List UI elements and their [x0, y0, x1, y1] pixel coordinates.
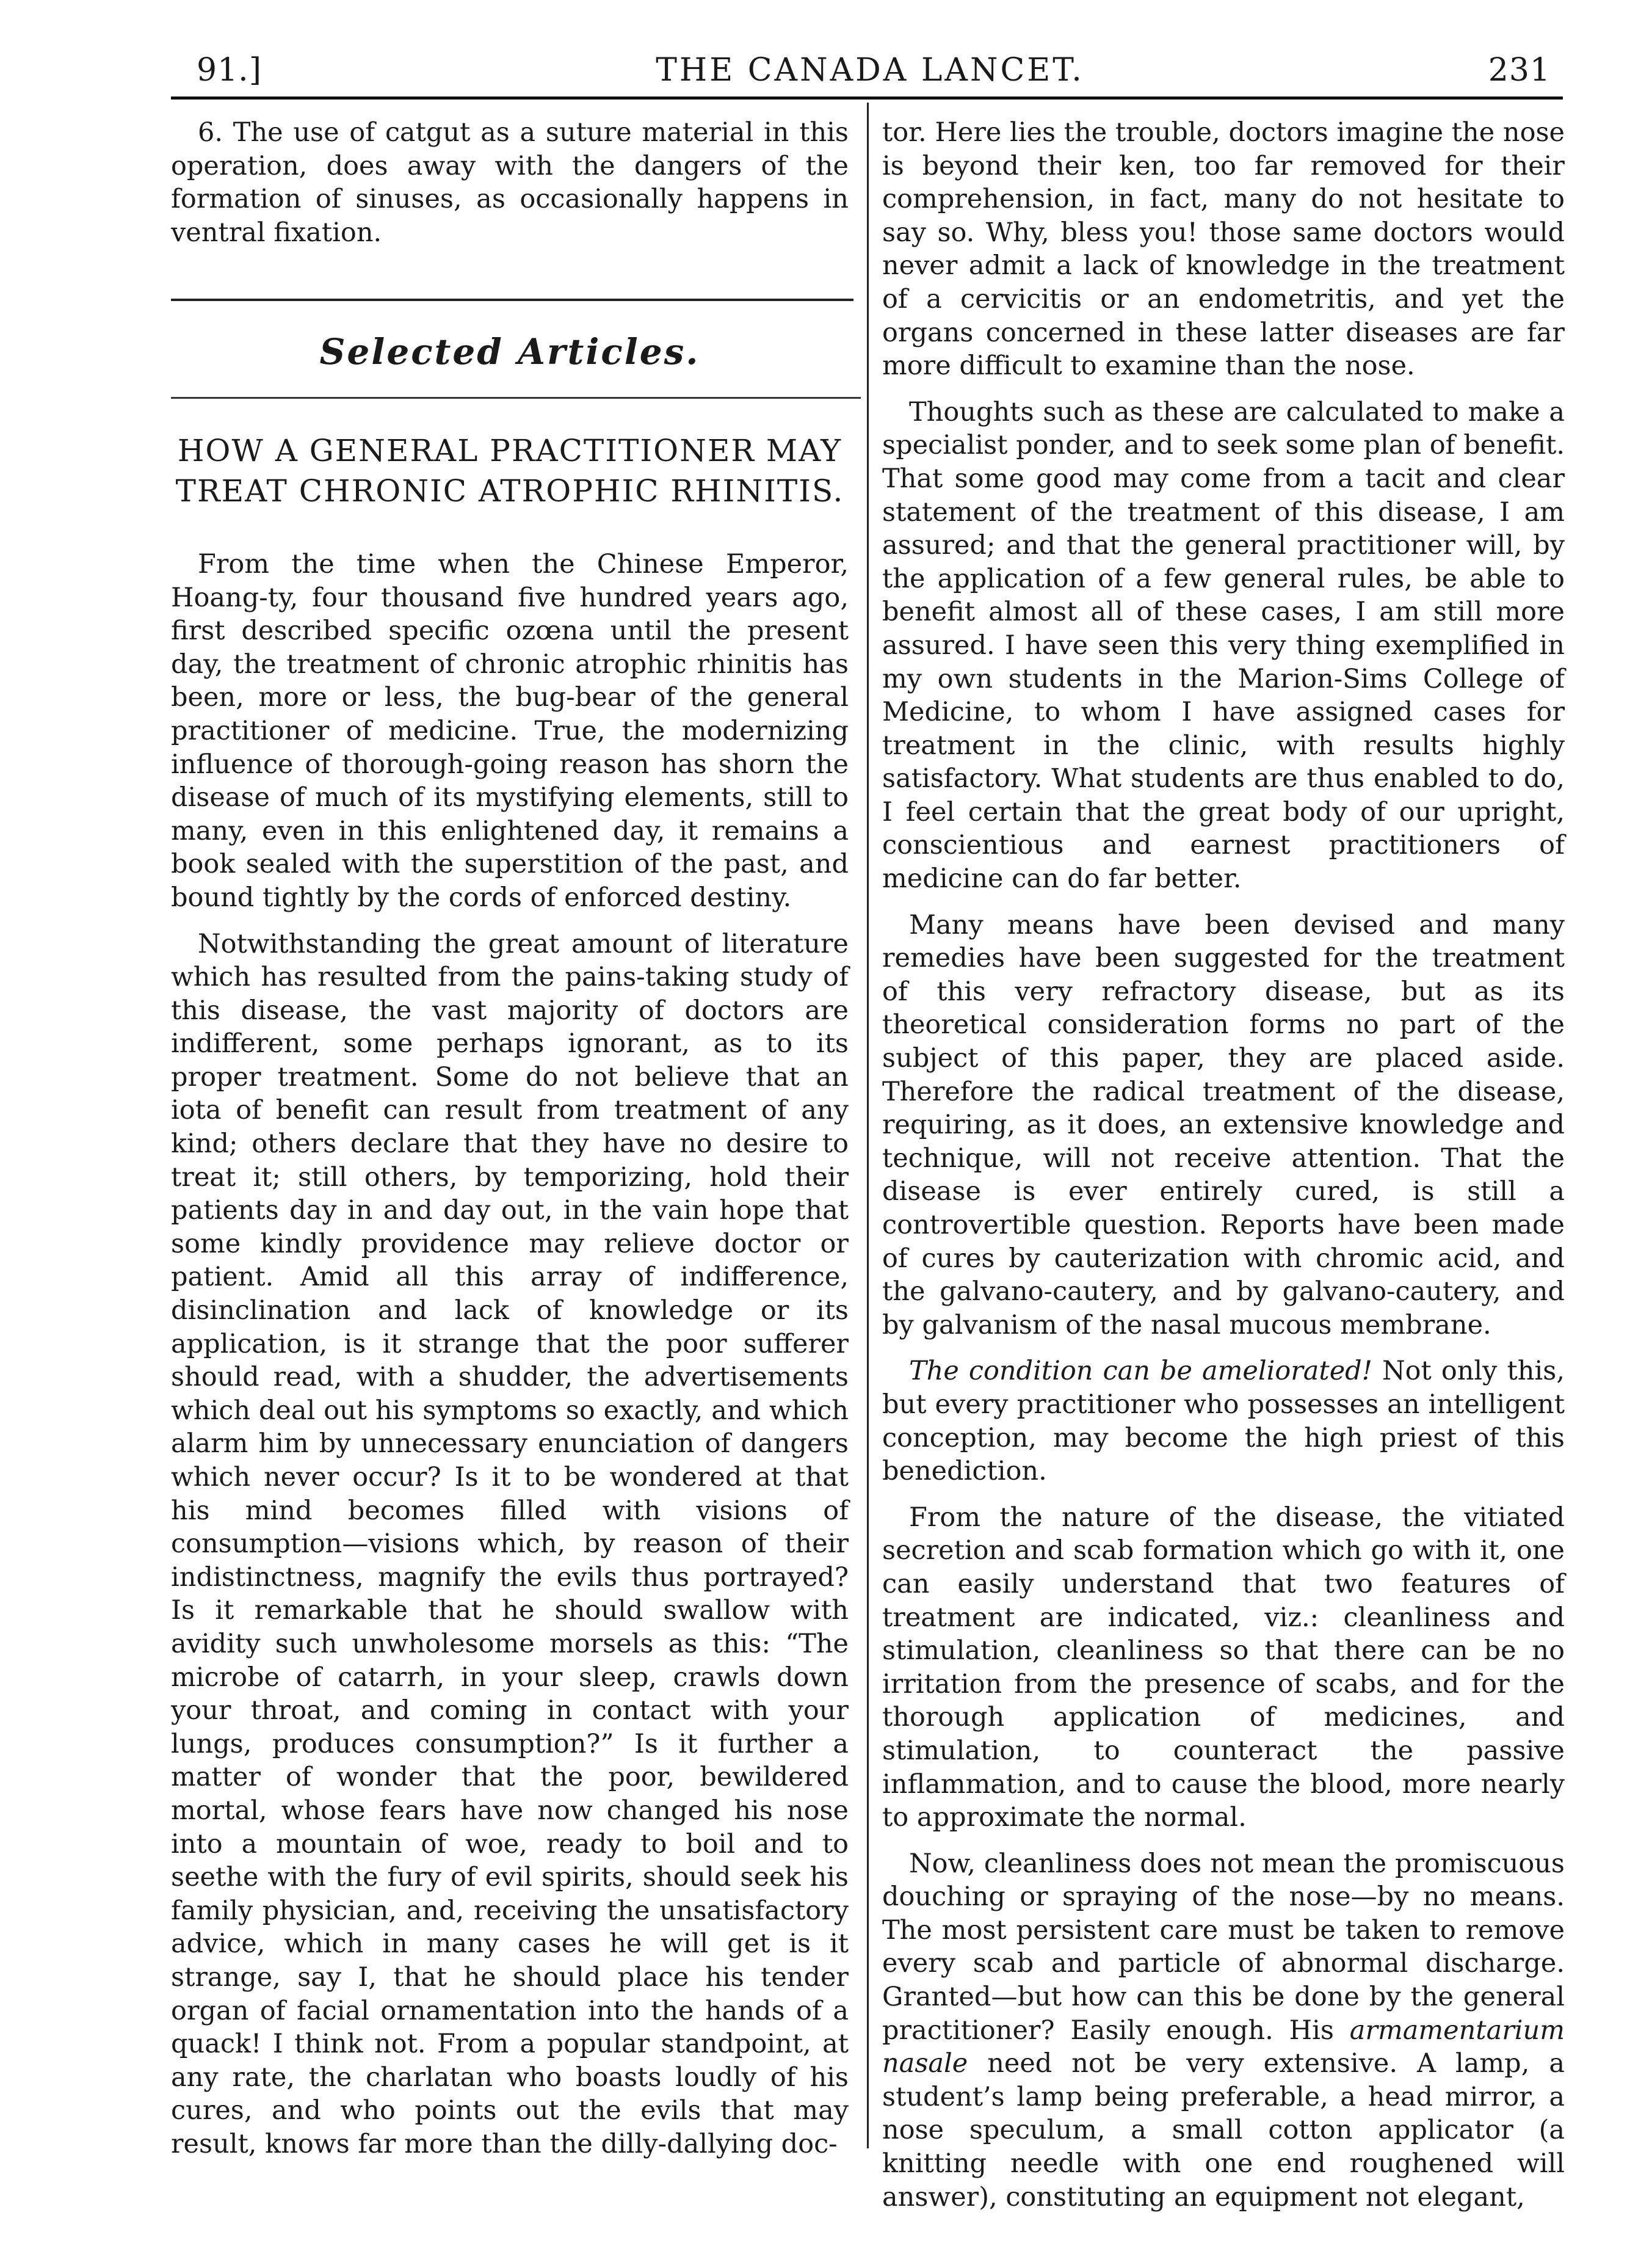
article-paragraph: From the nature of the disease, the vitiated secretion and scab formation which go with it, one can easily understand that two features of treatment are indicated, viz.: cleanliness and stimulation, cleanliness so that there can be no irritation from the presence of scabs, and for the thorough application of medicines, and stimulation, to counteract the passive inflammation, and to cause the blood, more nearly to approximate the normal.: [882, 1502, 1565, 1833]
header-journal-title: THE CANADA LANCET.: [656, 52, 1084, 89]
running-header: [189, 52, 1551, 101]
emphasis-phrase: The condition can be ameliorated!: [909, 1356, 1372, 1387]
left-column: [171, 116, 849, 2173]
article-paragraph: [882, 1847, 1565, 2214]
section-heading: Selected Articles.: [319, 331, 700, 373]
article-paragraph: Notwithstanding the great amount of literature which has resulted from the pains-taking study of this disease, the vast majority of doctors are indifferent, some perhaps ignorant, as to its proper treatment. Some do not believe that an iota of benefit can result from treatment of any kind; others declare that they have no desire to treat it; still others, by temporizing, hold their patients day in and day out, in the vain hope that some kindly providence may relieve doctor or patient. Amid all this array of indifference, disinclination and lack of knowledge or its application, is it strange that the poor sufferer should read, with a shudder, the advertisements which deal out his symptoms so exactly, and which alarm him by unnecessary enunciation of dangers which never occur? Is it to be wondered at that his mind becomes filled with visions of consumption—visions which, by reason of their indistinctness, magnify the evils thus portrayed? Is it remarkable that he should swallow with avidity such unwholesome morsels as this: “The microbe of catarrh, in your sleep, crawls down your throat, and coming in contact with your lungs, produces consumption?” Is it further a matter of wonder that the poor, bewildered mortal, whose fears have now changed his nose into a mountain of woe, ready to boil and to seethe with the fury of evil spirits, should seek his family physician, and, receiving the unsatisfactory advice, which in many cases he will get is it strange, say I, that he should place his tender organ of facial ornamentation into the hands of a quack! I think not. From a popular standpoint, at any rate, the charlatan who boasts loudly of his cures, and who points out the evils that may result, knows far more than the dilly-dallying doc-: [171, 928, 849, 2159]
intro-paragraph: 6. The use of catgut as a suture material in this operation, does away with the dangers of the formation of sinuses, as occasionally happens in ventral fixation.: [171, 117, 849, 248]
emphasis-rest: Not only this, but every practitioner who possesses an intelligent conception, may become the high priest of this benediction.: [882, 1356, 1565, 1487]
article-paragraph: From the time when the Chinese Emperor, Hoang-ty, four thousand five hundred years ago, first described specific ozœna until the present day, the treatment of chronic atrophic rhinitis has been, more or less, the bug-bear of the general practitioner of medicine. True, the modernizing influence of thorough-going reason has shorn the disease of much of its mystifying elements, still to many, even in this enlightened day, it remains a book sealed with the superstition of the past, and bound tightly by the cords of enforced destiny.: [171, 548, 849, 913]
right-column: [882, 116, 1565, 2227]
continued-paragraph: tor. Here lies the trouble, doctors imagine the nose is beyond their ken, too far removed for their comprehension, in fact, many do not hesitate to say so. Why, bless you! those same doctors would never admit a lack of knowledge in the treatment of a cervicitis or an endometritis, and yet the organs concerned in these latter diseases are far more difficult to examine than the nose.: [882, 117, 1565, 382]
article-paragraph: [882, 1354, 1565, 1488]
article-title: HOW A GENERAL PRACTITIONER MAY TREAT CHRONIC ATROPHIC RHINITIS.: [175, 432, 844, 509]
header-page-number: 231: [1488, 52, 1551, 89]
article-paragraph: Many means have been devised and many remedies have been suggested for the treatment of this very refractory disease, but as its theoretical consideration forms no part of the subject of this paper, they are placed aside. Therefore the radical treatment of the disease, requiring, as it does, an extensive knowledge and technique, will not receive attention. That the disease is ever entirely cured, is still a controvertible question. Reports have been made of cures by cauterization with chromic acid, and the galvano-cautery, and by galvano-cautery, and by galvanism of the nasal mucous membrane.: [882, 909, 1565, 1340]
paragraph-text-after: need not be very extensive. A lamp, a student’s lamp being preferable, a head mirror, a nose speculum, a small cotton applicator (a knitting needle with one end roughened will answer), constituting an equipment not elegant,: [882, 2048, 1565, 2212]
column-divider: [867, 103, 869, 2148]
spacer: [171, 262, 849, 299]
header-rule: [171, 96, 1563, 100]
paragraph-text-before: Now, cleanliness does not mean the promiscuous douching or spraying of the nose—by no means. The most persistent care must be taken to remove every scab and particle of abnormal discharge. Granted—but how can this be done by the general practitioner? Easily enough. His: [882, 1848, 1565, 2046]
article-paragraph: Thoughts such as these are calculated to make a specialist ponder, and to seek some plan of benefit. That some good may come from a tacit and clear statement of the treatment of this disease, I am assured; and that the general practitioner will, by the application of a few general rules, be able to benefit almost all of these cases, I am still more assured. I have seen this very thing exemplified in my own students in the Marion-Sims College of Medicine, to whom I have assigned cases for treatment in the clinic, with results highly satisfactory. What students are thus enabled to do, I feel certain that the great body of our upright, conscientious and earnest practitioners of medicine can do far better.: [882, 396, 1565, 895]
italic-term: armamentarium nasale: [882, 2015, 1565, 2079]
header-issue-number: 91.]: [197, 52, 262, 89]
